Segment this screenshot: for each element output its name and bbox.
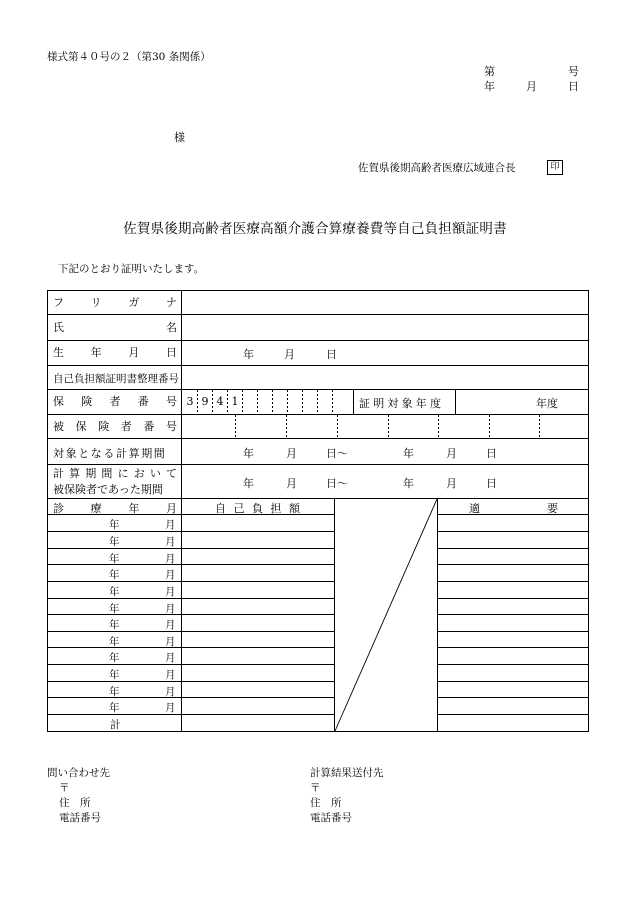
- calc-period-start-year: 年: [243, 447, 254, 460]
- date-day: 日: [568, 80, 579, 93]
- month-row-year: 年: [109, 652, 120, 664]
- insured-number-label: 被 保 険 者 番 号: [53, 420, 177, 433]
- intro-text: 下記のとおり証明いたします。: [58, 263, 205, 275]
- month-row-month: 月: [165, 636, 176, 648]
- date-year: 年: [484, 80, 495, 93]
- insured-period-label: 計 算 期 間 に お い て 被保険者であった期間: [53, 467, 177, 496]
- form-number: 様式第４０号の２（第30 条関係）: [47, 51, 211, 63]
- col-header-amount: 自 己 負 担 額: [215, 502, 300, 515]
- destination-block: [310, 766, 384, 826]
- col-header-month: 診 療 年 月: [53, 502, 177, 515]
- month-row-month: 月: [165, 586, 176, 598]
- month-row-year: 年: [109, 603, 120, 615]
- date-month: 月: [526, 80, 537, 93]
- month-row-month: 月: [165, 652, 176, 664]
- month-row-year: 年: [109, 669, 120, 681]
- month-row-year: 年: [109, 702, 120, 714]
- month-row-month: 月: [165, 702, 176, 714]
- destination-postal: 〒: [310, 782, 321, 794]
- insured-period-start-month: 月: [286, 477, 297, 490]
- birthdate-year-unit: 年: [243, 348, 254, 361]
- insured-period-start-year: 年: [243, 477, 254, 490]
- document-title: 佐賀県後期高齢者医療高額介護合算療養費等自己負担額証明書: [123, 221, 507, 237]
- insured-period-end-year: 年: [403, 477, 414, 490]
- month-row-year: 年: [109, 686, 120, 698]
- cert-no-dai: 第: [484, 65, 495, 78]
- birthdate-label: 生 年 月 日: [53, 346, 177, 359]
- month-row-year: 年: [109, 586, 120, 598]
- destination-title: 計算結果送付先: [310, 767, 384, 779]
- month-row-month: 月: [165, 619, 176, 631]
- insured-period-end-month: 月: [446, 477, 457, 490]
- month-row-month: 月: [165, 669, 176, 681]
- cert-year-unit: 年度: [536, 397, 558, 410]
- calc-period-start-month: 月: [286, 447, 297, 460]
- contact-postal: 〒: [59, 782, 70, 794]
- contact-phone: 電話番号: [59, 812, 101, 824]
- month-row-year: 年: [109, 619, 120, 631]
- insurer-number-label: 保 険 者 番 号: [53, 395, 177, 408]
- birthdate-month-unit: 月: [284, 348, 295, 361]
- month-row-year: 年: [109, 569, 120, 581]
- calc-period-end-month: 月: [446, 447, 457, 460]
- seal-mark: 印: [547, 160, 563, 175]
- insurer-digit-4: 1: [231, 395, 239, 408]
- cert-year-label: 証明対象年度: [359, 397, 445, 410]
- name-label: 氏 名: [53, 321, 177, 334]
- destination-phone: 電話番号: [310, 812, 352, 824]
- cert-ref-number-label: 自己負担額証明書整理番号: [53, 373, 179, 385]
- month-row-month: 月: [165, 519, 176, 531]
- month-row-year: 年: [109, 636, 120, 648]
- month-row-month: 月: [165, 553, 176, 565]
- furigana-label: フ リ ガ ナ: [53, 296, 177, 309]
- cert-no-go: 号: [568, 65, 579, 78]
- calc-period-label: 対象となる計算期間: [53, 447, 167, 460]
- calc-period-end-day: 日: [486, 447, 497, 460]
- month-row-month: 月: [165, 603, 176, 615]
- month-row-month: 月: [165, 536, 176, 548]
- insured-period-start-day: 日～: [326, 477, 348, 490]
- insurer-digit-3: 4: [216, 395, 224, 408]
- month-row-year: 年: [109, 519, 120, 531]
- issuer-name: 佐賀県後期高齢者医療広域連合長: [358, 162, 516, 174]
- month-row-month: 月: [165, 686, 176, 698]
- calc-period-start-day: 日～: [326, 447, 348, 460]
- contact-title: 問い合わせ先: [47, 767, 110, 779]
- month-row-year: 年: [109, 536, 120, 548]
- contact-address: 住 所: [59, 797, 91, 809]
- destination-address: 住 所: [310, 797, 342, 809]
- month-row-year: 年: [109, 553, 120, 565]
- addressee-suffix: 様: [174, 131, 185, 144]
- total-label: 計: [110, 719, 121, 731]
- contact-block: [47, 766, 110, 826]
- birthdate-day-unit: 日: [326, 348, 337, 361]
- insured-period-end-day: 日: [486, 477, 497, 490]
- calc-period-end-year: 年: [403, 447, 414, 460]
- insurer-digit-1: 3: [186, 395, 194, 408]
- col-header-remarks: 適 要: [469, 502, 558, 515]
- insurer-digit-2: 9: [201, 395, 209, 408]
- month-row-month: 月: [165, 569, 176, 581]
